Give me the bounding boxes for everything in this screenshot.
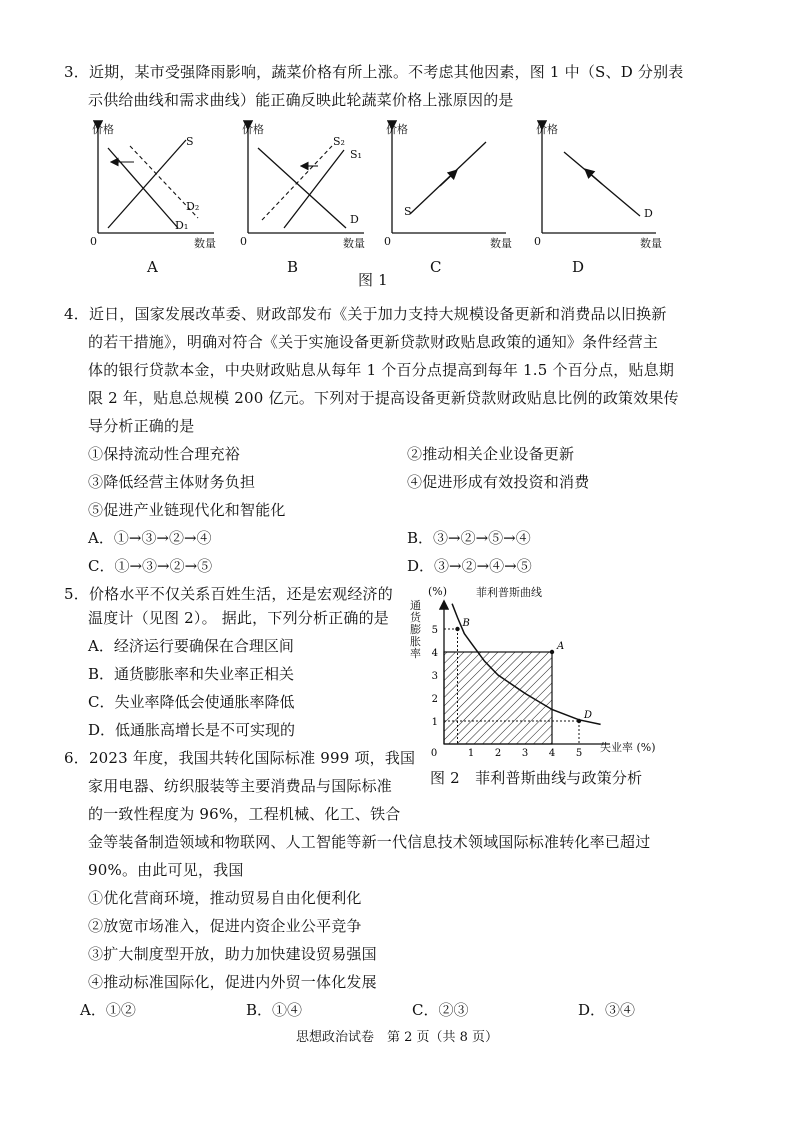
q6-option-c[interactable]: C．②③: [412, 1001, 469, 1019]
y-tick-label: 3: [431, 671, 438, 682]
graph-c-origin: 0: [384, 235, 391, 248]
q6-item-2: ②放宽市场准入，促进内资企业公平竞争: [88, 917, 362, 935]
graph-d-origin: 0: [534, 235, 541, 248]
q4-option-b[interactable]: B．③→②→⑤→④: [407, 529, 531, 547]
graph-c-x-label: 数量: [490, 237, 512, 250]
phillips-title: 菲利普斯曲线: [476, 586, 542, 599]
q4-option-c[interactable]: C．①→③→②→⑤: [88, 557, 213, 575]
y-tick-label: 1: [431, 717, 438, 728]
q6-option-a[interactable]: A．①②: [80, 1001, 136, 1019]
q5-option-c[interactable]: C．失业率降低会使通胀率降低: [88, 693, 295, 711]
graph-a-s-label: S: [186, 135, 194, 148]
graph-d-x-label: 数量: [640, 237, 662, 250]
point-D: [577, 719, 581, 723]
q5-option-a[interactable]: A．经济运行要确保在合理区间: [88, 637, 294, 655]
x-tick-label: 4: [548, 748, 556, 759]
q4-item-1: ①保持流动性合理充裕: [88, 445, 241, 463]
y-tick-label: 4: [431, 648, 438, 659]
graph-b-x-label: 数量: [343, 237, 365, 250]
q6-item-4: ④推动标准国际化，促进内外贸一体化发展: [88, 973, 377, 991]
graph-c-letter: C: [430, 258, 442, 276]
q3-stem-line2: 示供给曲线和需求曲线）能正确反映此轮蔬菜价格上涨原因的是: [88, 91, 514, 109]
q6-stem-line3: 的一致性程度为 96%，工程机械、化工、铁合: [88, 805, 401, 823]
y-tick-label: 2: [431, 694, 438, 705]
graph-d-letter: D: [572, 258, 585, 276]
q4-item-2: ②推动相关企业设备更新: [407, 445, 575, 463]
graph-d-d-label: D: [644, 207, 653, 220]
q5-option-b[interactable]: B．通货膨胀率和失业率正相关: [88, 665, 295, 683]
point-label-B: B: [462, 618, 470, 629]
graph-a-d2-label: D₂: [186, 200, 200, 213]
graph-a-letter: A: [147, 258, 159, 276]
q4-option-d[interactable]: D．③→②→④→⑤: [407, 557, 532, 575]
q4-stem-line1: 4．近日，国家发展改革委、财政部发布《关于加力支持大规模设备更新和消费品以旧换新: [64, 305, 667, 323]
q5-stem-line1: 5．价格水平不仅关系百姓生活，还是宏观经济的: [64, 585, 393, 603]
q6-stem-line1: 6．2023 年度，我国共转化国际标准 999 项，我国: [64, 749, 416, 767]
q6-stem-line5: 90%。由此可见，我国: [88, 861, 244, 879]
q4-stem-line5: 导分析正确的是: [88, 417, 195, 435]
q6-option-b[interactable]: B．①④: [246, 1001, 303, 1019]
q6-item-1: ①优化营商环境，推动贸易自由化便利化: [88, 889, 362, 907]
figure-1-caption: 图 1: [358, 271, 388, 289]
x-tick-label: 5: [575, 748, 583, 759]
q5-stem-line2: 温度计（见图 2）。 据此，下列分析正确的是: [88, 609, 389, 627]
y-tick-label: 5: [431, 625, 438, 636]
graph-a-x-label: 数量: [194, 237, 216, 250]
figure-2-caption: 图 2 菲利普斯曲线与政策分析: [430, 769, 643, 787]
shaded-region: [444, 652, 552, 744]
q3-stem-line1: 3．近期，某市受强降雨影响，蔬菜价格有所上涨。不考虑其他因素，图 1 中（S、D 分别表: [64, 63, 684, 81]
q4-stem-line3: 体的银行贷款本金，中央财政贴息从每年 1 个百分点提高到每年 1.5 个百分点，贴息期: [88, 361, 675, 379]
q4-item-3: ③降低经营主体财务负担: [88, 473, 256, 491]
q4-stem-line4: 限 2 年，贴息总规模 200 亿元。下列对于提高设备更新贷款财政贴息比例的政策效果传: [88, 389, 679, 407]
q6-item-3: ③扩大制度型开放，助力加快建设贸易强国: [88, 945, 377, 963]
graph-b: [236, 118, 376, 248]
q6-stem-line4: 金等装备制造领域和物联网、人工智能等新一代信息技术领域国际标准转化率已超过: [88, 833, 651, 851]
graph-b-origin: 0: [240, 235, 247, 248]
graph-b-d-label: D: [350, 213, 359, 226]
graph-d: [530, 118, 670, 248]
phillips-y-label: 通货膨胀率: [410, 599, 421, 660]
x-tick-label: 2: [494, 748, 502, 759]
graph-c-s-label: S: [404, 205, 412, 218]
point-label-D: D: [584, 710, 593, 721]
graph-a: [86, 118, 226, 248]
q6-stem-line2: 家用电器、纺织服装等主要消费品与国际标准: [88, 777, 393, 795]
graph-c: [380, 118, 520, 248]
point-label-A: A: [557, 641, 565, 652]
x-tick-label: 3: [521, 748, 529, 759]
q4-stem-line2: 的若干措施》，明确对符合《关于实施设备更新贷款财政贴息政策的通知》条件经营主: [88, 333, 659, 351]
point-A: [550, 650, 554, 654]
graph-b-letter: B: [287, 258, 299, 276]
graph-a-origin: 0: [90, 235, 97, 248]
graph-b-s1-label: S₁: [350, 148, 362, 161]
q6-option-d[interactable]: D．③④: [578, 1001, 636, 1019]
phillips-curve-chart: [400, 580, 670, 760]
graph-b-y-label: 价格: [242, 123, 264, 136]
graph-c-y-label: 价格: [386, 123, 408, 136]
q5-option-d[interactable]: D．低通胀高增长是不可实现的: [88, 721, 296, 739]
x-tick-label: 0: [430, 748, 438, 759]
point-B: [455, 627, 459, 631]
graph-a-d1-label: D₁: [175, 219, 189, 232]
q4-item-5: ⑤促进产业链现代化和智能化: [88, 501, 286, 519]
graph-b-s2-label: S₂: [333, 135, 345, 148]
graph-a-y-label: 价格: [92, 123, 114, 136]
q4-item-4: ④促进形成有效投资和消费: [407, 473, 590, 491]
phillips-x-label: 失业率 (%): [600, 741, 656, 754]
x-tick-label: 1: [467, 748, 475, 759]
q4-option-a[interactable]: A．①→③→②→④: [88, 529, 212, 547]
phillips-y-unit: (%): [428, 585, 448, 598]
graph-d-y-label: 价格: [536, 123, 558, 136]
page-footer: 思想政治试卷 第 2 页（共 8 页）: [295, 1030, 499, 1045]
